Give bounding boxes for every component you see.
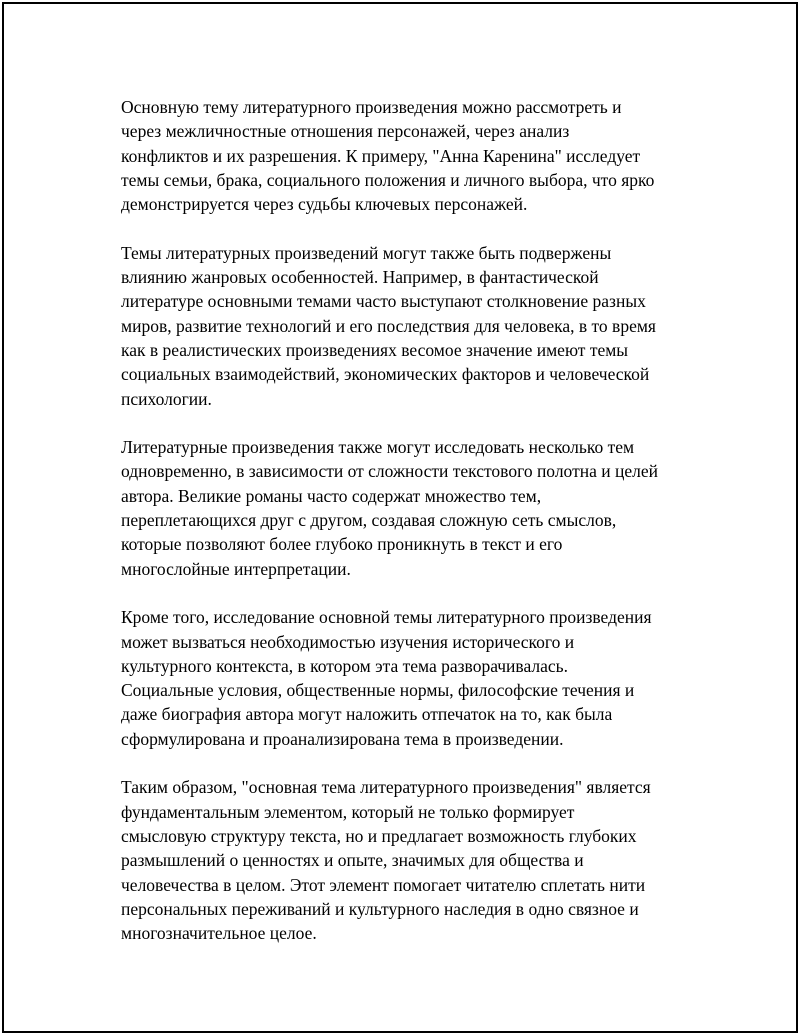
text-line: темы семьи, брака, социального положения и личного выбора, что ярко — [121, 169, 655, 190]
text-line: демонстрируется через судьбы ключевых персонажей. — [121, 194, 528, 215]
text-line: Основную тему литературного произведения можно рассмотреть и — [121, 97, 622, 117]
text-line: даже биография автора могут наложить отпечаток на то, как была — [121, 704, 613, 725]
text-line: миров, развитие технологий и его последствия для человека, в то время — [121, 315, 656, 336]
text-line: психологии. — [121, 388, 212, 409]
text-line: многозначительное целое. — [121, 923, 317, 944]
text-line: которые позволяют более глубоко проникнуть в текст и его — [121, 534, 563, 555]
text-line: социальных взаимодействий, экономических факторов и человеческой — [121, 364, 650, 385]
text-line: литературе основными темами часто выступают столкновение разных — [121, 291, 646, 312]
paragraph-1 — [121, 95, 721, 216]
text-line: переплетающихся друг с другом, создавая сложную сеть смыслов, — [121, 510, 617, 531]
text-line: Кроме того, исследование основной темы литературного произведения — [121, 607, 652, 628]
paragraph-4 — [121, 605, 721, 751]
text-line: Таким образом, "основная тема литературного произведения" является — [121, 777, 651, 798]
text-line: Социальные условия, общественные нормы, философские течения и — [121, 680, 635, 701]
text-line: сформулирована и проанализирована тема в произведении. — [121, 728, 564, 749]
text-line: может вызваться необходимостью изучения исторического и — [121, 631, 575, 652]
text-line: как в реалистических произведениях весомое значение имеют темы — [121, 339, 629, 360]
text-line: человечества в целом. Этот элемент помогает читателю сплетать нити — [121, 874, 646, 895]
text-line: конфликтов и их разрешения. К примеру, "Анна Каренина" исследует — [121, 145, 641, 166]
text-line: Темы литературных произведений могут также быть подвержены — [121, 242, 612, 263]
paragraph-2 — [121, 241, 721, 411]
text-line: влиянию жанровых особенностей. Например, в фантастической — [121, 267, 599, 288]
text-line: культурного контекста, в котором эта тема разворачивалась. — [121, 655, 569, 676]
paragraph-5 — [121, 775, 721, 945]
text-line: фундаментальным элементом, который не только формирует — [121, 801, 575, 822]
text-line: смысловую структуру текста, но и предлагает возможность глубоких — [121, 825, 637, 846]
text-line: через межличностные отношения персонажей, через анализ — [121, 121, 570, 142]
page-frame — [2, 2, 798, 1033]
paragraph-3 — [121, 435, 721, 581]
text-line: размышлений о ценностях и опыте, значимых для общества и — [121, 850, 584, 871]
text-line: одновременно, в зависимости от сложности текстового полотна и целей — [121, 461, 658, 482]
text-line: персональных переживаний и культурного наследия в одно связное и — [121, 898, 639, 919]
text-line: многослойные интерпретации. — [121, 558, 351, 579]
text-line: Литературные произведения также могут исследовать несколько тем — [121, 437, 635, 458]
text-line: автора. Великие романы часто содержат множество тем, — [121, 485, 542, 506]
document-body — [121, 95, 721, 945]
